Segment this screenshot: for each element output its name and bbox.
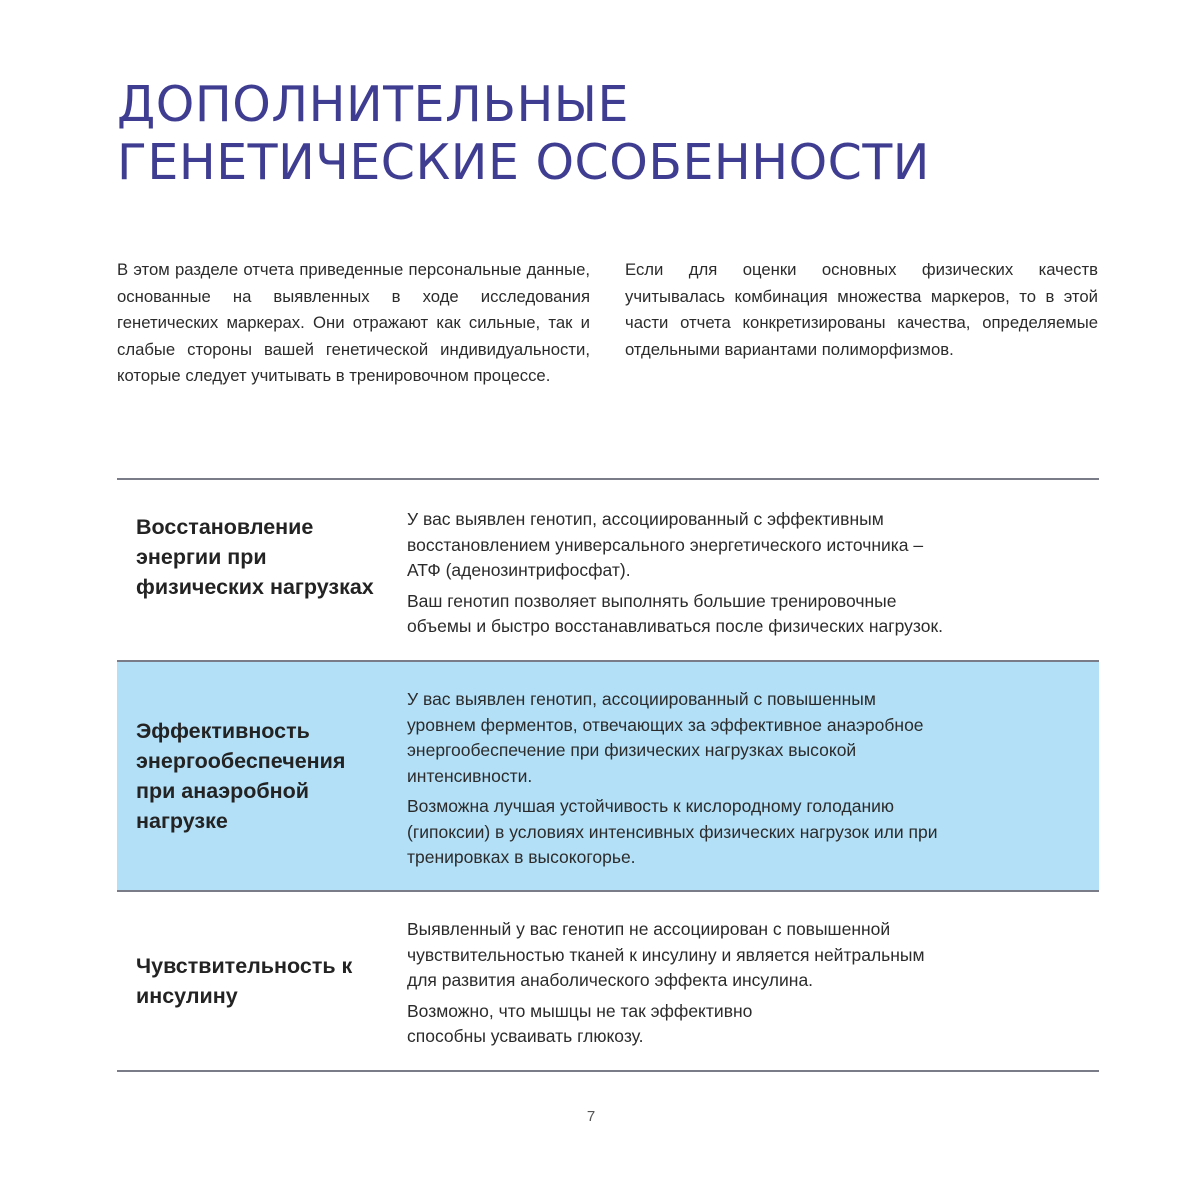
body-line: Возможна лучшая устойчивость к кислородному голоданию — [407, 796, 895, 816]
body-line: интенсивности. — [407, 765, 533, 786]
table-row — [117, 478, 1099, 660]
row-description — [407, 507, 1087, 640]
body-line: (гипоксии) в условиях интенсивных физических нагрузок или при — [407, 821, 938, 842]
body-line: объемы и быстро восстанавливаться после физических нагрузок. — [407, 616, 944, 636]
body-line: Ваш генотип позволяет выполнять большие тренировочные — [407, 590, 897, 611]
body-line: чувствительностью тканей к инсулину и является нейтральным — [407, 944, 925, 965]
body-line: Возможно, что мышцы не так эффективно — [407, 1000, 753, 1021]
row-label: Эффективность энергообеспечения при анаэробной нагрузке — [136, 719, 346, 833]
body-line: уровнем ферментов, отвечающих за эффективное анаэробное — [407, 714, 924, 735]
body-line: энергообеспечение при физических нагрузках высокой — [407, 740, 857, 760]
body-line: способны усваивать глюкозу. — [407, 1026, 644, 1046]
page-title — [117, 76, 1077, 192]
table-row — [117, 660, 1099, 890]
row-description — [407, 687, 1087, 871]
table-row — [117, 890, 1099, 1072]
body-line: У вас выявлен генотип, ассоциированный с повышенным — [407, 689, 876, 709]
body-line: тренировках в высокогорье. — [407, 847, 636, 867]
page-title-line-2: ГЕНЕТИЧЕСКИЕ ОСОБЕННОСТИ — [117, 134, 930, 191]
row-description — [407, 917, 1087, 1050]
intro-paragraph-right: Если для оценки основных физических качеств учитывалась комбинация множества маркеров, то в этой части отчета конкретизированы качества, определяемые отдельными вариантами полиморфизмов. — [625, 260, 1098, 359]
row-label: Восстановление энергии при физических нагрузках — [136, 515, 374, 599]
page-number: 7 — [586, 1108, 596, 1125]
body-line: У вас выявлен генотип, ассоциированный с эффективным — [407, 509, 884, 529]
row-label: Чувствительность к инсулину — [136, 954, 353, 1008]
page-title-line-1: ДОПОЛНИТЕЛЬНЫЕ — [117, 76, 630, 133]
body-line: восстановлением универсального энергетического источника – — [407, 534, 924, 555]
body-line: Выявленный у вас генотип не ассоциирован с повышенной — [407, 919, 891, 939]
genetic-features-table — [117, 478, 1099, 1072]
intro-paragraph-left: В этом разделе отчета приведенные персональные данные, основанные на выявленных в ходе исследования генетических маркерах. Они отражают как сильные, так и слабые стороны вашей генетической индивидуальности, которые следует учитывать в тренировочном процессе. — [117, 260, 590, 385]
body-line: АТФ (аденозинтрифосфат). — [407, 560, 631, 580]
body-line: для развития анаболического эффекта инсулина. — [407, 970, 814, 990]
